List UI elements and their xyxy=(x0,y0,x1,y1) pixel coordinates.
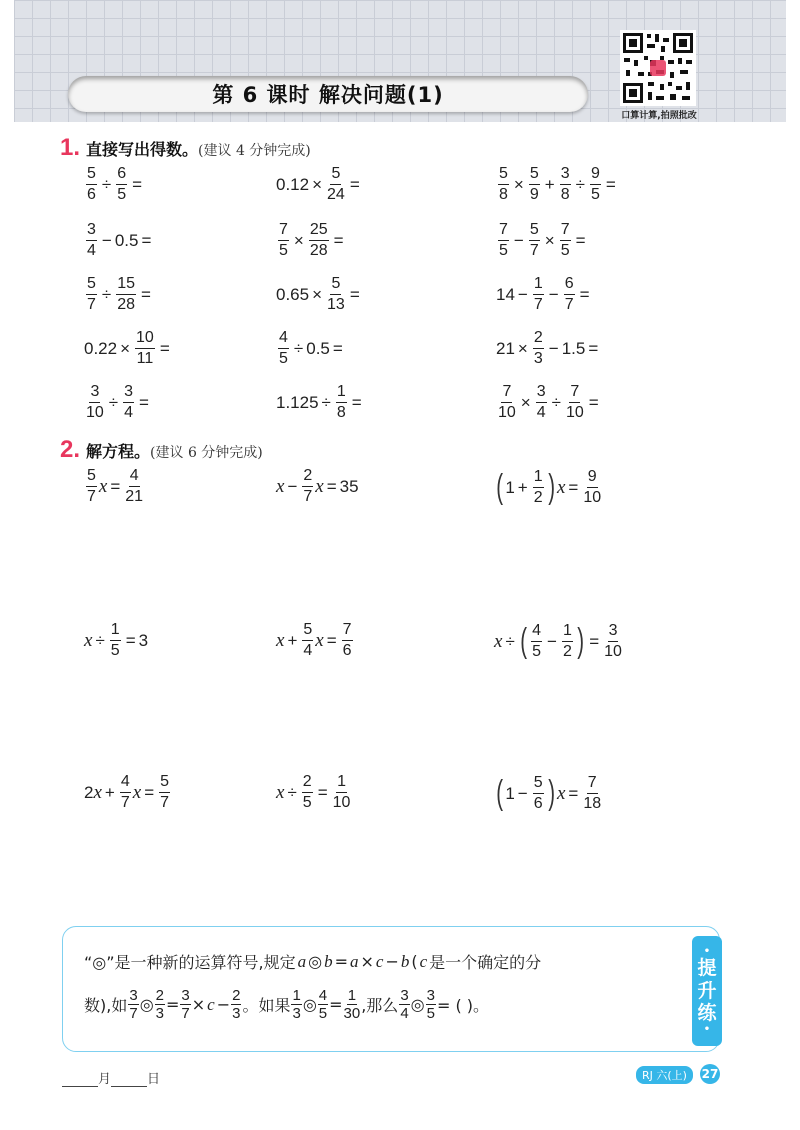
challenge-text-2d: = ( )。 xyxy=(436,996,490,1015)
section-1-hint: (建议 4 分钟完成) xyxy=(198,143,311,159)
section-2-hint: (建议 6 分钟完成) xyxy=(150,445,263,461)
calc-item-4: 3 4 − 0.5 = xyxy=(87,221,152,259)
challenge-tab: • 提 升 练 • xyxy=(692,936,722,1046)
day-label: 日 xyxy=(147,1072,161,1087)
equation-8: x ÷ $\frac{2}{5}$ = $\frac{1}{10}$ xyxy=(276,773,351,811)
footer-date xyxy=(62,1068,160,1087)
lesson-title-bar xyxy=(68,76,588,112)
challenge-text-2b: 。如果 xyxy=(242,996,291,1015)
calc-item-3: $\frac{5}{8}$ × $\frac{5}{9}$ + $\frac{3}{8}$ ÷ $\frac{9}{5}$ = xyxy=(499,165,616,203)
calc-item-15: $\frac{7}{10}$ × $\frac{3}{4}$ ÷ $\frac{7}{10}$ = xyxy=(498,383,599,421)
calc-item-13: $\frac{3}{10}$ ÷ $\frac{3}{4}$ = xyxy=(86,383,149,421)
calc-item-2: 0.12 × $\frac{5}{24}$ = xyxy=(276,165,360,203)
challenge-tab-char-3: 练 xyxy=(697,1002,717,1025)
equation-4: x ÷ $\frac{1}{5}$ = 3 xyxy=(84,621,149,659)
equation-9: ( 1 − $\frac{5}{6}$ ) x = $\frac{7}{18}$ xyxy=(496,774,602,812)
section-1-number: 1. xyxy=(60,134,81,161)
equation-3: ( 1 + $\frac{1}{2}$ ) x = $\frac{9}{10}$ xyxy=(496,468,602,506)
calc-item-12: 21 × $\frac{2}{3}$ − 1.5 = xyxy=(496,329,599,367)
equation-1: 5 7 x = $\frac{4}{21}$ xyxy=(87,467,144,505)
calc-item-8: 0.65 × $\frac{5}{13}$ = xyxy=(276,275,360,313)
challenge-text-2a: 数),如 xyxy=(84,996,128,1015)
challenge-text-1b: 是一个确定的分 xyxy=(429,953,542,972)
qr-caption: 口算计算,拍照批改 xyxy=(621,111,697,121)
section-2-number: 2. xyxy=(60,436,81,463)
book-label: RJ 六(上) xyxy=(636,1066,693,1084)
challenge-tab-char-2: 升 xyxy=(697,979,717,1002)
qr-code-icon xyxy=(620,30,696,106)
calc-item-10: 0.22 × $\frac{10}{11}$ = xyxy=(84,329,170,367)
challenge-tab-char-1: 提 xyxy=(697,956,717,979)
section-1-heading xyxy=(60,134,311,162)
calc-item-11: $\frac{4}{5}$ ÷ 0.5 = xyxy=(279,329,343,367)
section-2-heading xyxy=(60,436,263,464)
calc-item-1: $\frac{5}{6}$ ÷ $\frac{6}{5}$ = xyxy=(87,165,143,203)
month-blank[interactable] xyxy=(62,1074,98,1087)
calc-item-5: $\frac{7}{5}$ × $\frac{25}{28}$ = xyxy=(279,221,344,259)
equation-5: x + $\frac{5}{4}$ x = $\frac{7}{6}$ xyxy=(276,621,352,659)
challenge-line-1: “◎”是一种新的运算符号,规定 a ◎ b = a × c − b ( c 是一个确定的分 xyxy=(84,951,542,972)
equation-7: 2 x + $\frac{4}{7}$ x = $\frac{5}{7}$ xyxy=(84,773,170,811)
challenge-text-2c: ,那么 xyxy=(361,996,399,1015)
page-title: 第 6 课时 解决问题(1) xyxy=(212,83,444,107)
page-number: 27 xyxy=(700,1064,720,1084)
challenge-text-1a: “◎”是一种新的运算符号,规定 xyxy=(84,953,296,972)
equation-2: x − $\frac{2}{7}$ x = 35 xyxy=(276,467,359,505)
month-label: 月 xyxy=(98,1072,112,1087)
calc-item-9: 14 − $\frac{1}{7}$ − $\frac{6}{7}$ = xyxy=(496,275,590,313)
section-2-title: 解方程。 xyxy=(86,442,151,461)
calc-item-7: $\frac{5}{7}$ ÷ $\frac{15}{28}$ = xyxy=(87,275,151,313)
section-1-title: 直接写出得数。 xyxy=(86,140,199,159)
day-blank[interactable] xyxy=(111,1074,147,1087)
calc-item-14: 1.125 ÷ $\frac{1}{8}$ = xyxy=(276,383,362,421)
qr-code[interactable] xyxy=(620,30,696,106)
equation-6: x ÷ ( 4 5 − $\frac{1}{2}$ ) = $\frac{3}{10}$ xyxy=(494,622,622,660)
challenge-line-2: 数),如 3 7 ◎ $\frac{2}{3}$ = $\frac{3}{7}$ × c − $\frac{2}{3}$ 。如果 1 3 ◎ $\frac{4}{5}$ = $\frac{1}{30}$ ,那么 3 4 ◎ $\frac{3}{5}$ = ( )。 xyxy=(84,987,490,1022)
calc-item-6: 7 5 − $\frac{5}{7}$ × $\frac{7}{5}$ = xyxy=(499,221,586,259)
